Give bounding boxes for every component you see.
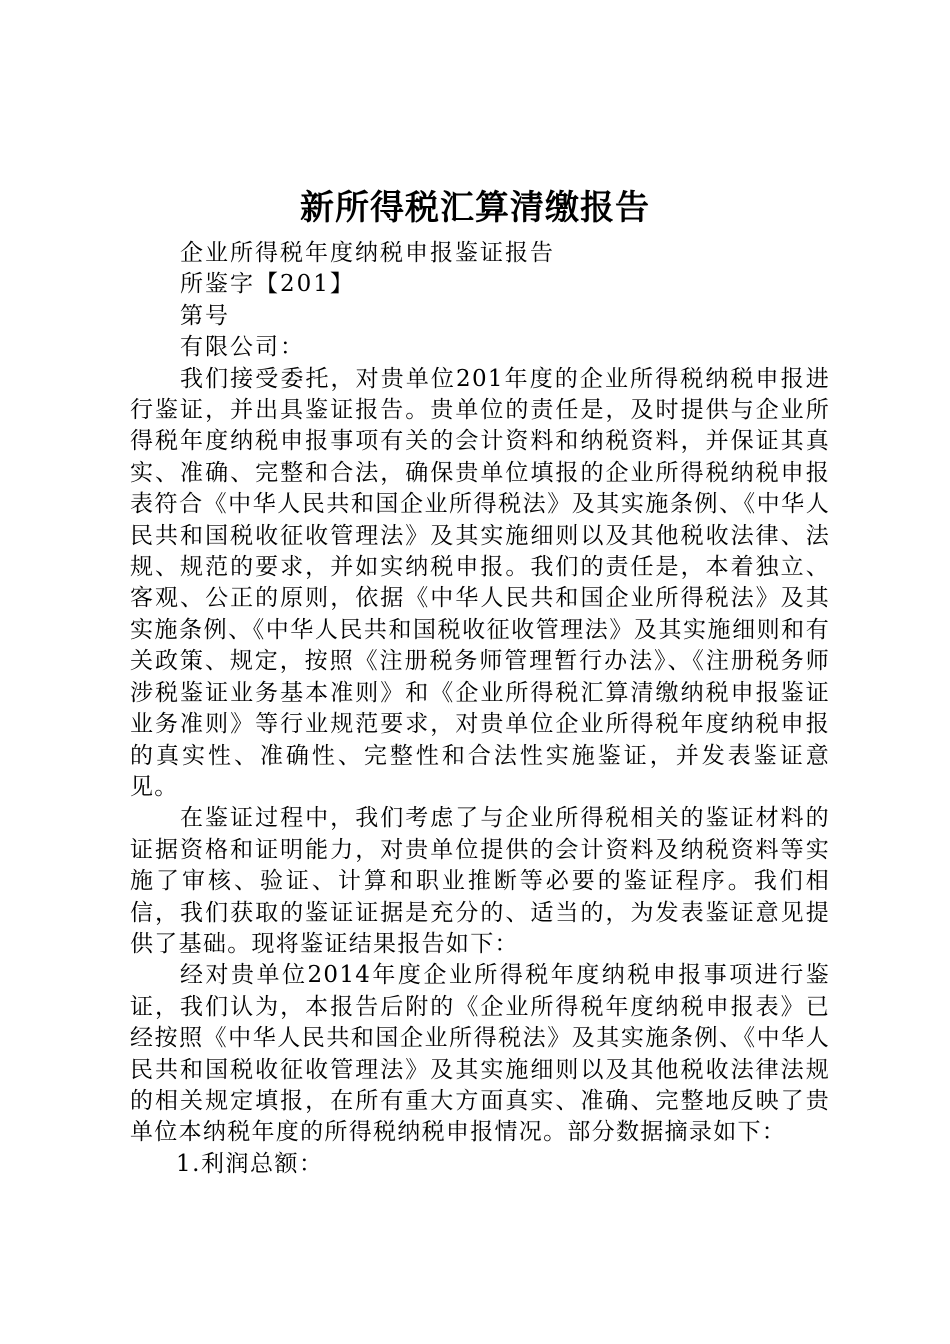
list-item-total-profit: 1.利润总额： — [176, 1150, 324, 1177]
paragraph-procedure: 在鉴证过程中，我们考虑了与企业所得税相关的鉴证材料的证据资格和证明能力，对贵单位提供的会计资料及纳税资料等实施了审核、验证、计算和职业推断等必要的鉴证程序。我们相信，我们获取的鉴证证据是充分的、适当的，为发表鉴证意见提供了基础。现将鉴证结果报告如下： — [130, 805, 830, 957]
report-reference-number: 所鉴字【201】 — [180, 271, 355, 298]
report-subtitle: 企业所得税年度纳税申报鉴证报告 — [180, 240, 555, 266]
document-body — [130, 238, 830, 1180]
paragraph-engagement: 我们接受委托，对贵单位201年度的企业所得税纳税申报进行鉴证，并出具鉴证报告。贵单位的责任是，及时提供与企业所得税年度纳税申报事项有关的会计资料和纳税资料，并保证其真实、准确、完整和合法，确保贵单位填报的企业所得税纳税申报表符合《中华人民共和国企业所得税法》及其实施条例、《中华人民共和国税收征收管理法》及其实施细则以及其他税收法律、法规、规范的要求，并如实纳税申报。我们的责任是，本着独立、客观、公正的原则，依据《中华人民共和国企业所得税法》及其实施条例、《中华人民共和国税收征收管理法》及其实施细则和有关政策、规定，按照《注册税务师管理暂行办法》、《注册税务师涉税鉴证业务基本准则》和《企业所得税汇算清缴纳税申报鉴证业务准则》等行业规范要求，对贵单位企业所得税年度纳税申报的真实性、准确性、完整性和合法性实施鉴证，并发表鉴证意见。 — [130, 365, 830, 800]
addressee: 有限公司： — [180, 334, 305, 361]
document-title: 新所得税汇算清缴报告 — [300, 188, 650, 228]
report-serial-number: 第号 — [180, 302, 230, 329]
paragraph-opinion: 经对贵单位2014年度企业所得税年度纳税申报事项进行鉴证，我们认为，本报告后附的《企业所得税年度纳税申报表》已经按照《中华人民共和国企业所得税法》及其实施条例、《中华人民共和国税收征收管理法》及其实施细则以及其他税收法律法规的相关规定填报，在所有重大方面真实、准确、完整地反映了贵单位本纳税年度的所得税纳税申报情况。部分数据摘录如下： — [130, 962, 830, 1146]
